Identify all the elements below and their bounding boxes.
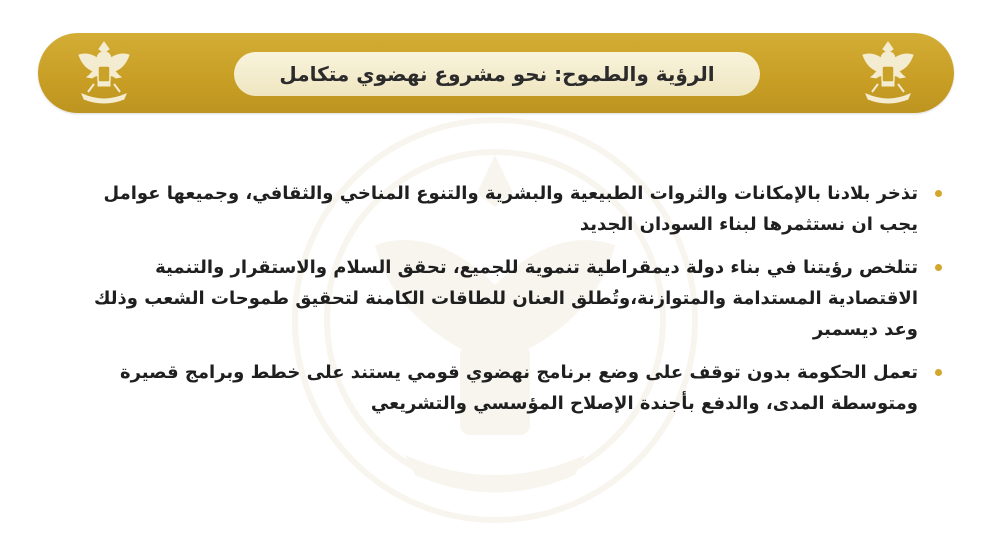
- bullet-list: [60, 178, 948, 431]
- bullet-dot-icon: [935, 264, 942, 271]
- sudan-emblem-icon: [74, 38, 134, 108]
- title-pill: [234, 52, 760, 96]
- bullet-dot-icon: [935, 190, 942, 197]
- list-item: [60, 357, 948, 419]
- list-item: [60, 252, 948, 345]
- sudan-emblem-icon: [858, 38, 918, 108]
- list-item: [60, 178, 948, 240]
- bullet-dot-icon: [935, 369, 942, 376]
- bullet-text: تذخر بلادنا بالإمكانات والثروات الطبيعية والبشرية والتنوع المناخي والثقافي، وجميعها عوامل يجب ان نستثمرها لبناء السودان الجديد: [103, 183, 918, 235]
- page-title: الرؤية والطموح: نحو مشروع نهضوي متكامل: [279, 62, 715, 86]
- bullet-text: تتلخص رؤيتنا في بناء دولة ديمقراطية تنموية للجميع، تحقق السلام والاستقرار والتنمية الاقتصادية المستدامة والمتوازنة،وتُطلق العنان للطاقات الكامنة لتحقيق طموحات الشعب وذلك وعد ديسمبر: [93, 257, 918, 340]
- bullet-text: تعمل الحكومة بدون توقف على وضع برنامج نهضوي قومي يستند على خطط وبرامج قصيرة ومتوسطة المدى، والدفع بأجندة الإصلاح المؤسسي والتشريعي: [119, 362, 918, 414]
